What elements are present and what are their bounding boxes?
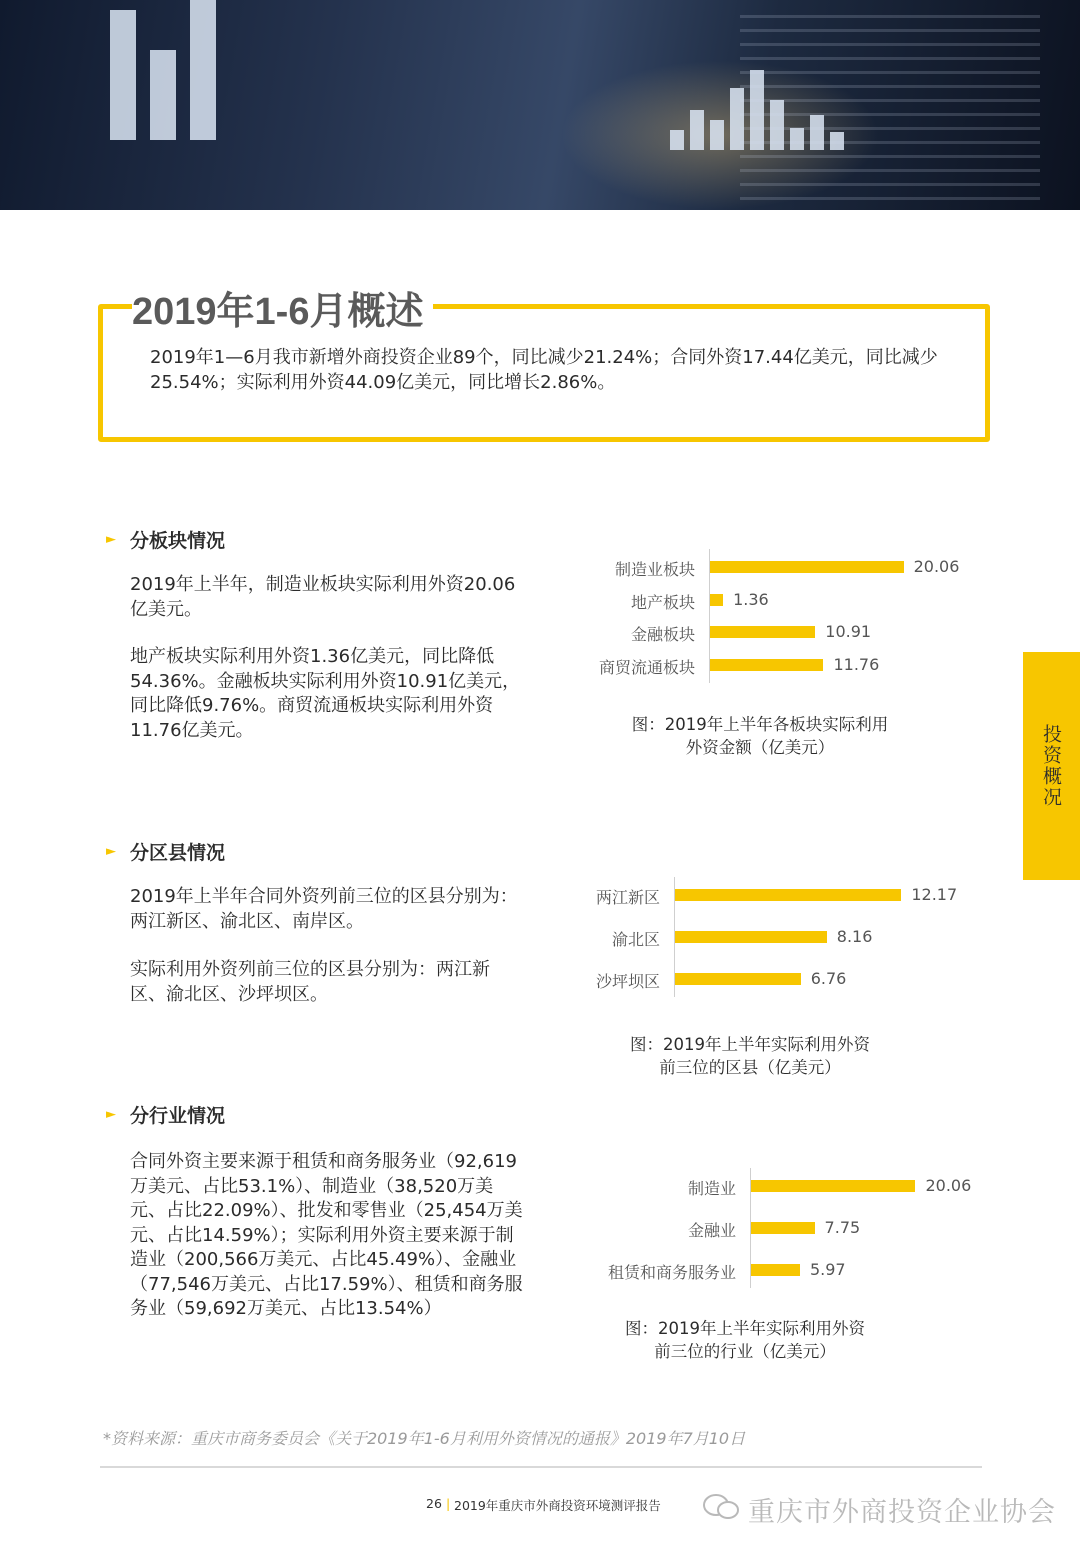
- category-label: 制造业板块: [614, 560, 695, 579]
- sector-para-2: 地产板块实际利用外资1.36亿美元，同比降低54.36%。金融板块实际利用外资10.91亿美元，同比降低9.76%。商贸流通板块实际利用外资11.76亿美元。: [130, 646, 521, 741]
- data-label: 8.16: [836, 927, 873, 946]
- category-label: 金融业: [687, 1221, 736, 1240]
- caption-line: 图：2019年上半年各板块实际利用: [631, 715, 889, 734]
- caption-line: 前三位的区县（亿美元）: [659, 1058, 841, 1077]
- overview-title: 2019年1-6月概述: [132, 280, 433, 335]
- bar: [751, 1222, 815, 1234]
- bar: [675, 889, 901, 901]
- caption-line: 图：2019年上半年实际利用外资: [630, 1035, 870, 1054]
- overview-summary: 2019年1—6月我市新增外商投资企业89个，同比减少21.24%；合同外资17.44亿美元，同比减少25.54%；实际利用外资44.09亿美元，同比增长2.86%。: [150, 347, 938, 393]
- industry-title: 分行业情况: [130, 1105, 226, 1127]
- category-label: 制造业: [687, 1179, 736, 1198]
- sector-para-1: 2019年上半年，制造业板块实际利用外资20.06亿美元。: [130, 574, 516, 620]
- bar: [710, 561, 904, 573]
- photo-bar: [690, 110, 704, 150]
- triangle-bullet-icon: ►: [106, 844, 116, 859]
- footer-divider: [100, 1466, 982, 1468]
- category-label: 渝北区: [611, 930, 660, 949]
- data-source-note: *资料来源：重庆市商务委员会《关于2019年1-6月利用外资情况的通报》2019年7月10日: [103, 1429, 746, 1448]
- data-label: 6.76: [810, 969, 847, 988]
- caption-line: 前三位的行业（亿美元）: [654, 1342, 836, 1361]
- data-label: 10.91: [825, 622, 872, 641]
- sector-title: 分板块情况: [130, 530, 226, 552]
- caption-line: 外资金额（亿美元）: [685, 738, 835, 757]
- side-tab-label: 投资概况: [1040, 724, 1062, 808]
- header-photo: [0, 0, 1080, 210]
- bar: [710, 594, 723, 606]
- photo-bar: [670, 130, 684, 150]
- data-label: 12.17: [911, 885, 958, 904]
- bar: [675, 931, 827, 943]
- district-para-1: 2019年上半年合同外资列前三位的区县分别为：两江新区、渝北区、南岸区。: [130, 886, 518, 932]
- data-label: 20.06: [913, 557, 960, 576]
- photo-bar: [190, 0, 216, 140]
- data-label: 11.76: [833, 654, 880, 674]
- photo-bar: [150, 50, 176, 140]
- footer-separator: |: [446, 1496, 451, 1511]
- category-label: 租赁和商务服务业: [607, 1263, 736, 1282]
- data-label: 20.06: [925, 1176, 972, 1195]
- industry-chart-caption: [595, 1317, 895, 1363]
- category-label: 两江新区: [595, 888, 660, 907]
- publisher-watermark: 重庆市外商投资企业协会: [748, 1497, 1056, 1528]
- category-label: 商贸流通板块: [598, 657, 695, 677]
- district-chart-caption: [600, 1033, 900, 1079]
- bar: [710, 659, 823, 671]
- section-side-tab[interactable]: [1023, 652, 1080, 880]
- sector-chart-caption: [600, 713, 920, 759]
- triangle-bullet-icon: ►: [106, 1107, 116, 1122]
- bar: [751, 1264, 800, 1276]
- photo-bar: [110, 10, 136, 140]
- page-number: 26: [426, 1496, 442, 1511]
- data-label: 1.36: [733, 589, 769, 609]
- bar: [710, 626, 815, 638]
- data-label: 5.97: [809, 1260, 846, 1279]
- category-label: 金融板块: [630, 625, 695, 644]
- category-label: 沙坪坝区: [595, 972, 660, 991]
- industry-para-1: 合同外资主要来源于租赁和商务服务业（92,619万美元、占比53.1%）、制造业（38,520万美元、占比22.09%）、批发和零售业（25,454万美元、占比14.59%）；实际利用外资主要来源于制造业（200,566万美元、占比45.49%）、金融业（77,546万美元、占比17.59%）、租赁和商务服务业（59,692万美元、占比13.54%）: [130, 1151, 523, 1319]
- report-title: 2019年重庆市外商投资环境测评报告: [454, 1498, 661, 1513]
- category-label: 地产板块: [630, 592, 695, 612]
- photo-bar: [710, 120, 724, 150]
- triangle-bullet-icon: ►: [106, 532, 116, 547]
- district-title: 分区县情况: [130, 842, 226, 864]
- caption-line: 图：2019年上半年实际利用外资: [625, 1319, 865, 1338]
- bar: [675, 973, 801, 985]
- wechat-icon: [702, 1493, 742, 1521]
- photo-code-lines: [740, 10, 1040, 200]
- district-para-2: 实际利用外资列前三位的区县分别为：两江新区、渝北区、沙坪坝区。: [130, 959, 490, 1005]
- bar: [751, 1180, 915, 1192]
- data-label: 7.75: [824, 1218, 861, 1237]
